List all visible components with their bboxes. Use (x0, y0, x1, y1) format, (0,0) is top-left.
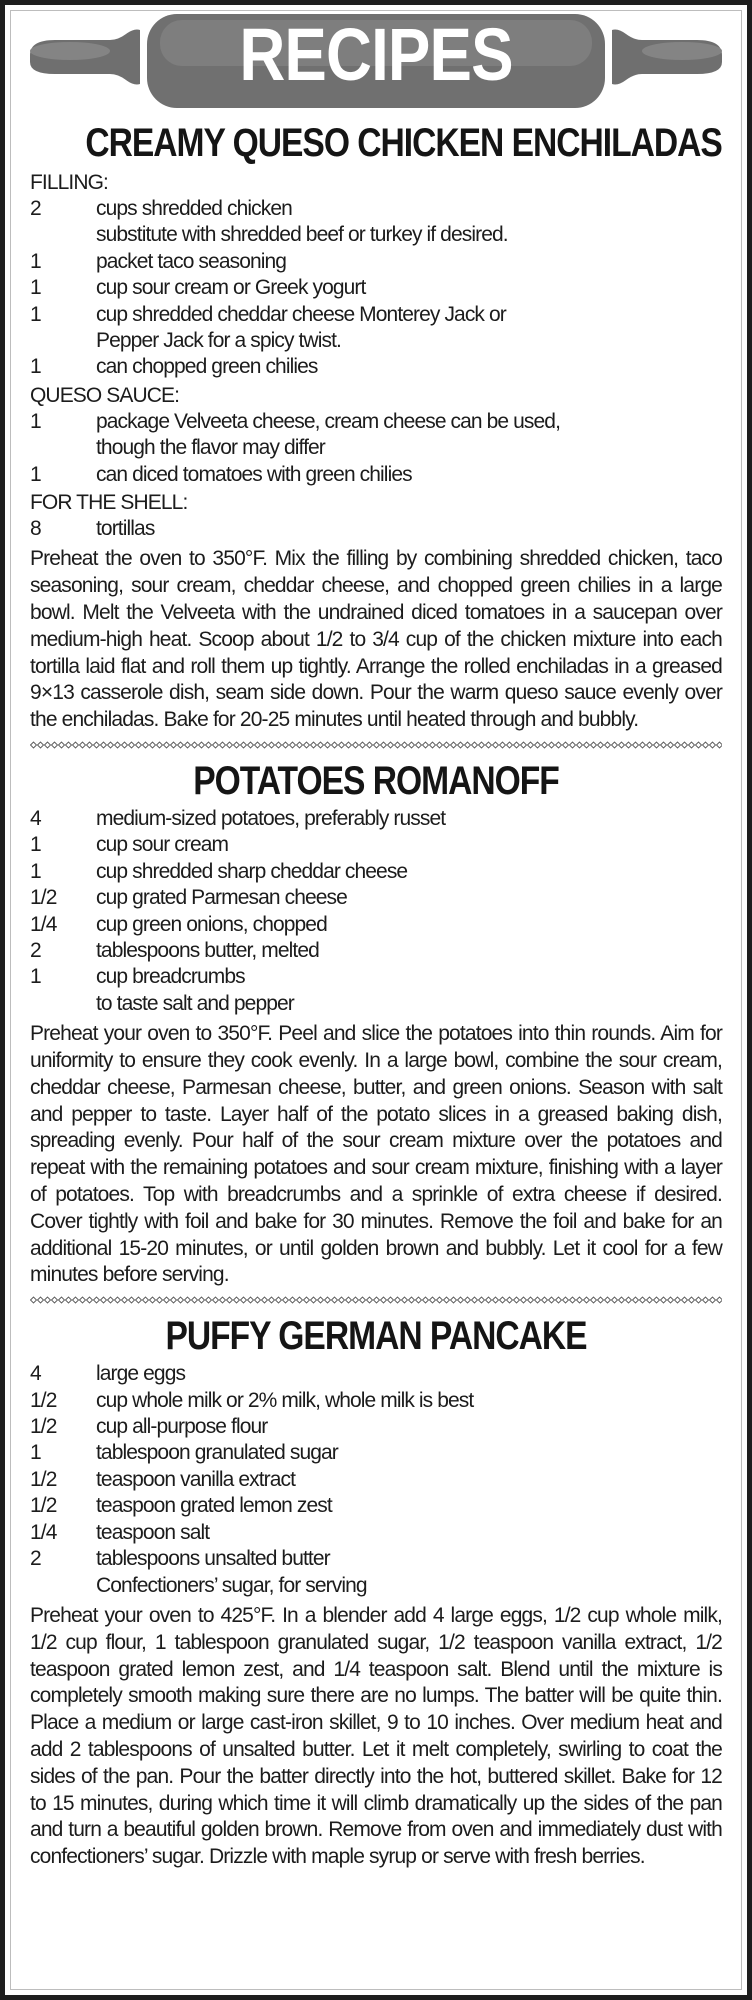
ingredient-text: cup grated Parmesan cheese (96, 886, 347, 910)
diamond-chain-icon (30, 1295, 722, 1305)
ingredient-text: large eggs (96, 1362, 186, 1386)
ingredient-list-shell (30, 516, 722, 542)
ingredient-qty (30, 328, 96, 354)
ingredient-row (30, 1414, 722, 1440)
ingredient-row (30, 435, 722, 461)
ingredient-text: Pepper Jack for a spicy twist. (96, 329, 341, 353)
recipe-title: POTATOES ROMANOFF (193, 759, 559, 804)
ingredient-text: cup sour cream (96, 833, 229, 857)
ingredient-text: cup whole milk or 2% milk, whole milk is best (96, 1388, 474, 1412)
ingredient-text: teaspoon grated lemon zest (96, 1494, 332, 1518)
section-label-queso-sauce: QUESO SAUCE: (30, 383, 180, 407)
recipe-title: PUFFY GERMAN PANCAKE (165, 1314, 587, 1359)
ingredient-qty: 2 (30, 1547, 41, 1571)
ingredient-qty: 1 (30, 1441, 41, 1465)
ingredient-qty (30, 435, 96, 461)
ingredient-row (30, 275, 722, 301)
ingredient-row (30, 302, 722, 328)
ingredient-list (30, 806, 722, 1017)
ingredient-qty: 1/2 (30, 1415, 57, 1439)
ingredient-qty: 2 (30, 939, 41, 963)
ingredient-text: tablespoon granulated sugar (96, 1441, 338, 1465)
ingredient-text: tortillas (96, 517, 155, 541)
ingredient-row (30, 1361, 722, 1387)
ingredient-qty: 1/2 (30, 1494, 57, 1518)
ingredient-row (30, 516, 722, 542)
ingredient-text: can chopped green chilies (96, 355, 318, 379)
diamond-divider (30, 740, 722, 752)
ingredient-list (30, 1361, 722, 1599)
banner-title: RECIPES (239, 13, 513, 96)
ingredient-row (30, 885, 722, 911)
ingredient-qty: 4 (30, 1362, 41, 1386)
ingredient-row (30, 806, 722, 832)
diamond-chain-icon (30, 740, 722, 750)
ingredient-row (30, 859, 722, 885)
recipe-directions: Preheat the oven to 350°F. Mix the filling by combining shredded chicken, taco seasoning, sour cream, cheddar cheese, and chopped green chilies in a large bowl. Melt the Velveeta with the undrained diced tomatoes in a saucepan over medium-high heat. Scoop about 1/2 to 3/4 cup of the chicken mixture into each tortilla laid flat and roll them up tightly. Arrange the rolled enchiladas in a greased 9×13 casserole dish, seam side down. Pour the warm queso sauce evenly over the enchiladas. Bake for 20-25 minutes until heated through and bubbly. (30, 547, 722, 732)
ingredient-qty: 1 (30, 833, 41, 857)
ingredient-text: Confectioners’ sugar, for serving (96, 1573, 367, 1597)
ingredient-text: substitute with shredded beef or turkey if desired. (96, 223, 508, 247)
ingredient-text: cup shredded cheddar cheese Monterey Jack or (96, 302, 506, 326)
ingredient-text: cup breadcrumbs (96, 965, 245, 989)
ingredient-qty: 1 (30, 249, 41, 273)
ingredient-qty (30, 222, 96, 248)
ingredient-qty (30, 1573, 96, 1599)
recipe-enchiladas (30, 118, 722, 734)
ingredient-row (30, 354, 722, 380)
ingredient-text: to taste salt and pepper (96, 991, 294, 1015)
ingredient-qty: 1 (30, 859, 41, 883)
ingredient-text: cups shredded chicken (96, 197, 292, 220)
ingredient-text: medium-sized potatoes, preferably russet (96, 807, 446, 831)
ingredient-qty: 1 (30, 965, 41, 989)
ingredient-list-queso-sauce (30, 409, 722, 488)
ingredient-row (30, 1573, 722, 1599)
ingredient-qty: 8 (30, 517, 41, 541)
ingredient-text: teaspoon salt (96, 1520, 210, 1544)
section-label-for-the-shell: FOR THE SHELL: (30, 491, 188, 515)
ingredient-row (30, 196, 722, 222)
ingredient-qty: 1 (30, 302, 41, 326)
ingredient-row (30, 249, 722, 275)
ingredient-row (30, 912, 722, 938)
ingredient-row (30, 1520, 722, 1546)
recipes-content (30, 118, 722, 1871)
ingredient-row (30, 938, 722, 964)
recipe-directions: Preheat your oven to 350°F. Peel and slice the potatoes into thin rounds. Aim for uniformity to ensure they cook evenly. In a large bowl, combine the sour cream, cheddar cheese, Parmesan cheese, butter, and green onions. Season with salt and pepper to taste. Layer half of the potato slices in a greased baking dish, spreading evenly. Pour half of the sour cream mixture over the potatoes and repeat with the remaining potatoes and sour cream mixture, finishing with a layer of potatoes. Top with breadcrumbs and a sprinkle of extra cheese if desired. Cover tightly with foil and bake for 30 minutes. Remove the foil and bake for an additional 15-20 minutes, or until golden brown and bubbly. Let it cool for a few minutes before serving. (30, 1022, 722, 1287)
ingredient-row (30, 1493, 722, 1519)
ingredient-row (30, 328, 722, 354)
ingredient-qty: 1/2 (30, 1388, 57, 1412)
recipes-banner (0, 0, 752, 112)
ingredient-text: cup all-purpose flour (96, 1415, 268, 1439)
ingredient-text: package Velveeta cheese, cream cheese can be used, (96, 409, 561, 433)
ingredient-text: teaspoon vanilla extract (96, 1467, 296, 1491)
ingredient-row (30, 832, 722, 858)
ingredient-qty: 1/4 (30, 1520, 57, 1544)
ingredient-list-filling (30, 196, 722, 381)
ingredient-qty: 1/2 (30, 886, 57, 910)
ingredient-text: though the flavor may differ (96, 436, 325, 460)
ingredient-text: cup sour cream or Greek yogurt (96, 276, 366, 300)
ingredient-row (30, 222, 722, 248)
ingredient-row (30, 1388, 722, 1414)
section-label-filling: FILLING: (30, 171, 108, 194)
ingredient-qty: 4 (30, 807, 41, 831)
ingredient-text: cup shredded sharp cheddar cheese (96, 859, 408, 883)
ingredient-row (30, 1467, 722, 1493)
recipe-puffy-german-pancake (30, 1311, 722, 1871)
ingredient-qty: 2 (30, 197, 41, 220)
ingredient-text: tablespoons unsalted butter (96, 1547, 330, 1571)
recipe-potatoes-romanoff (30, 756, 722, 1289)
ingredient-row (30, 462, 722, 488)
ingredient-row (30, 1440, 722, 1466)
ingredient-qty (30, 991, 96, 1017)
diamond-divider (30, 1295, 722, 1307)
ingredient-qty: 1 (30, 276, 41, 300)
ingredient-row (30, 964, 722, 990)
ingredient-qty: 1/2 (30, 1467, 57, 1491)
recipe-directions: Preheat your oven to 425°F. In a blender add 4 large eggs, 1/2 cup whole milk, 1/2 cup flour, 1 tablespoon granulated sugar, 1/2 teaspoon vanilla extract, 1/2 teaspoon grated lemon zest, and 1/4 teaspoon salt. Blend until the mixture is completely smooth making sure there are no lumps. The batter will be quite thin. Place a medium or large cast-iron skillet, 9 to 10 inches. Over medium heat and add 2 tablespoons of unsalted butter. Let it melt completely, swirling to coat the sides of the pan. Pour the batter directly into the hot, buttered skillet. Bake for 12 to 15 minutes, during which time it will climb dramatically up the sides of the pan and turn a beautiful golden brown. Remove from oven and immediately dust with confectioners’ sugar. Drizzle with maple syrup or serve with fresh berries. (30, 1603, 722, 1869)
ingredient-qty: 1 (30, 462, 41, 486)
ingredient-qty: 1 (30, 409, 41, 433)
ingredient-row (30, 1546, 722, 1572)
ingredient-text: can diced tomatoes with green chilies (96, 462, 412, 486)
ingredient-text: tablespoons butter, melted (96, 939, 319, 963)
ingredient-row (30, 991, 722, 1017)
ingredient-qty: 1 (30, 355, 41, 379)
ingredient-text: cup green onions, chopped (96, 912, 327, 936)
recipe-title: CREAMY QUESO CHICKEN ENCHILADAS (85, 121, 722, 165)
ingredient-text: packet taco seasoning (96, 249, 287, 273)
ingredient-row (30, 409, 722, 435)
ingredient-qty: 1/4 (30, 912, 57, 936)
